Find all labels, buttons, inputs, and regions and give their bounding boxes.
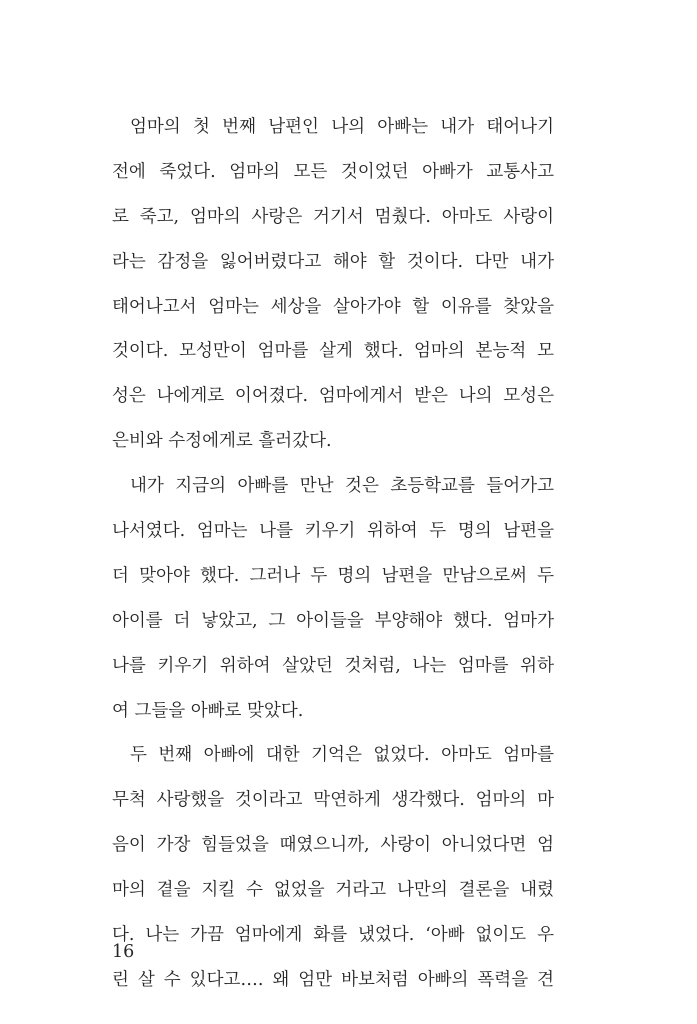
text-line: 아이를 더 낳았고, 그 아이들을 부양해야 했다. 엄마가 bbox=[112, 610, 554, 631]
text-line: 태어나고서 엄마는 세상을 살아가야 할 이유를 찾았을 bbox=[112, 296, 554, 317]
text-line: 무척 사랑했을 것이라고 막연하게 생각했다. 엄마의 마 bbox=[112, 790, 554, 811]
text-line: 두 번째 아빠에 대한 기억은 없었다. 아마도 엄마를 bbox=[130, 745, 554, 766]
text-line: 다. 나는 가끔 엄마에게 화를 냈었다. ‘아빠 없이도 우 bbox=[112, 925, 554, 946]
body-text bbox=[112, 105, 554, 1003]
text-line: 로 죽고, 엄마의 사랑은 거기서 멈췄다. 아마도 사랑이 bbox=[112, 206, 554, 227]
text-line: 엄마의 첫 번째 남편인 나의 아빠는 내가 태어나기 bbox=[130, 117, 554, 137]
text-line: 내가 지금의 아빠를 만난 것은 초등학교를 들어가고 bbox=[130, 476, 554, 497]
text-line: 나를 키우기 위하여 살았던 것처럼, 나는 엄마를 위하 bbox=[112, 655, 554, 676]
text-line: 린 살 수 있다고…. 왜 엄만 바보처럼 아빠의 폭력을 견 bbox=[112, 969, 554, 990]
text-line: 성은 나에게로 이어졌다. 엄마에게서 받은 나의 모성은 bbox=[112, 386, 554, 407]
paragraph bbox=[112, 464, 554, 733]
paragraph bbox=[112, 733, 554, 1002]
text-line: 은비와 수정에게로 흘러갔다. bbox=[112, 431, 332, 452]
text-line: 라는 감정을 잃어버렸다고 해야 할 것이다. 다만 내가 bbox=[112, 251, 554, 272]
text-line: 여 그들을 아빠로 맞았다. bbox=[112, 700, 304, 721]
text-line: 음이 가장 힘들었을 때였으니까, 사랑이 아니었다면 엄 bbox=[112, 835, 554, 856]
paragraph bbox=[112, 105, 554, 464]
text-line: 나서였다. 엄마는 나를 키우기 위하여 두 명의 남편을 bbox=[112, 521, 554, 542]
page-number: 16 bbox=[112, 942, 135, 962]
text-line: 더 맞아야 했다. 그러나 두 명의 남편을 만남으로써 두 bbox=[112, 565, 554, 586]
text-line: 마의 곁을 지킬 수 없었을 거라고 나만의 결론을 내렸 bbox=[112, 880, 554, 901]
text-line: 전에 죽었다. 엄마의 모든 것이었던 아빠가 교통사고 bbox=[112, 161, 554, 182]
text-line: 것이다. 모성만이 엄마를 살게 했다. 엄마의 본능적 모 bbox=[112, 341, 554, 362]
